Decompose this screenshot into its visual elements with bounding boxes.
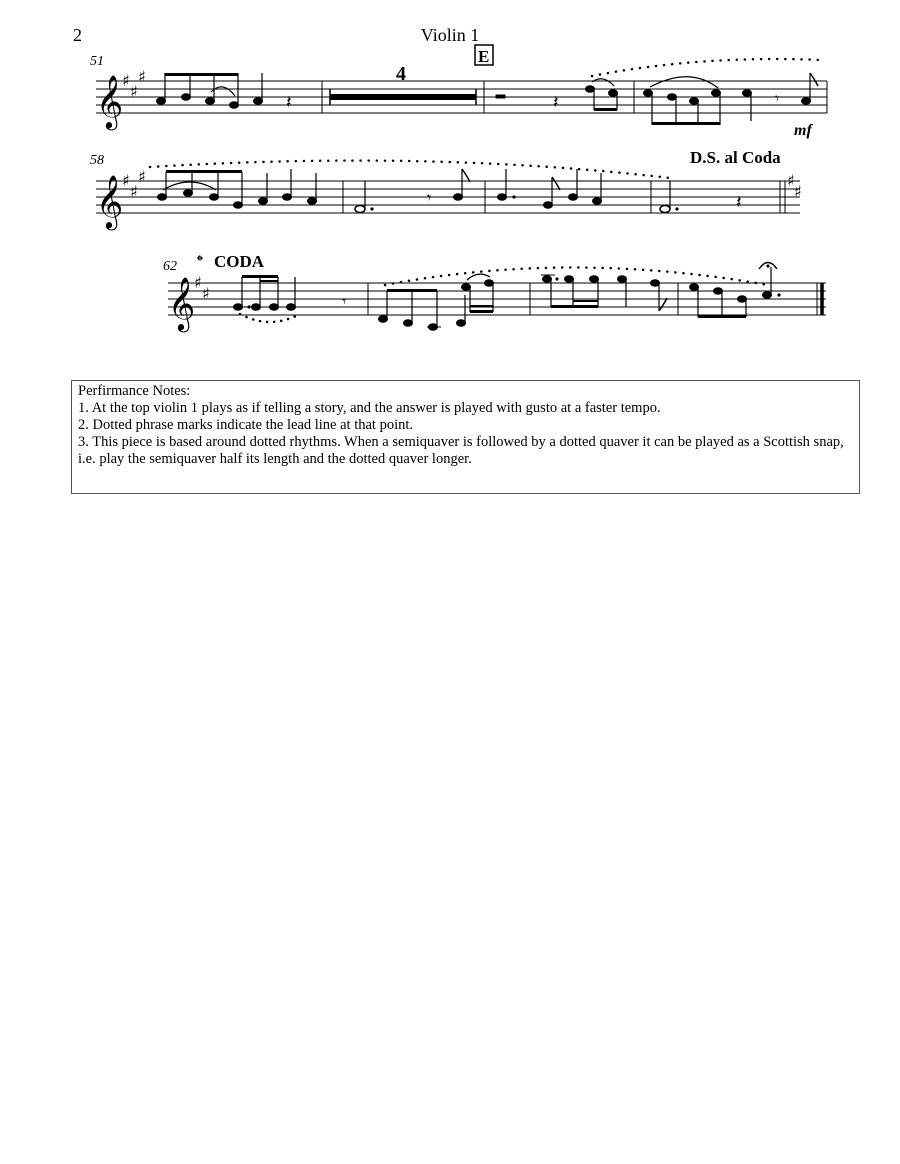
measure-62-notes	[234, 275, 347, 311]
svg-text:𝄾: 𝄾	[342, 292, 347, 311]
measure-number-58: 58	[90, 153, 104, 168]
measure-64-notes	[541, 275, 667, 311]
staff-lines	[168, 283, 826, 315]
system-2	[90, 148, 802, 230]
system-1	[90, 45, 827, 139]
svg-text:𝄽: 𝄽	[286, 92, 292, 113]
dotted-phrase-mark	[592, 59, 822, 76]
svg-text:♯: ♯	[794, 182, 802, 201]
treble-clef-icon: 𝄞	[96, 74, 124, 128]
coda-icon: 𝄌	[197, 252, 203, 272]
dotted-phrase-mark	[385, 268, 768, 286]
svg-text:♯: ♯	[122, 171, 130, 190]
dynamic-mf: mf	[794, 122, 812, 139]
svg-text:♯: ♯	[787, 171, 795, 190]
svg-text:𝄽: 𝄽	[736, 192, 742, 213]
key-signature-sharps	[122, 167, 146, 201]
svg-text:𝄽: 𝄽	[553, 92, 559, 113]
rehearsal-mark	[475, 45, 493, 66]
svg-text:𝄾: 𝄾	[427, 188, 432, 207]
treble-clef-icon: 𝄞	[96, 174, 124, 228]
performance-notes-box	[71, 380, 860, 494]
svg-text:♯: ♯	[194, 273, 202, 292]
key-signature-sharps	[122, 67, 146, 101]
coda-label: CODA	[214, 252, 265, 271]
measure-number-62: 62	[163, 259, 177, 274]
svg-text:♯: ♯	[122, 71, 130, 90]
svg-text:𝄾: 𝄾	[775, 89, 780, 108]
svg-text:♯: ♯	[202, 284, 210, 303]
performance-notes-title: Perfirmance Notes:	[78, 383, 191, 399]
measure-65-notes	[690, 263, 781, 319]
page-number: 2	[73, 25, 82, 45]
svg-text:♯: ♯	[138, 67, 146, 86]
performance-note-3: 3. This piece is based around dotted rhythms. When a semiquaver is followed by a dotted quaver it can be played as a Scottish snap, i.e. play the semiquaver half its length and the dotted quaver longer.	[78, 434, 844, 467]
dotted-phrase-mark	[150, 161, 670, 178]
score	[0, 0, 900, 360]
multirest-count: 4	[396, 63, 406, 85]
multirest	[330, 63, 476, 105]
performance-note-2: 2. Dotted phrase marks indicate the lead line at that point.	[78, 417, 414, 433]
svg-text:♯: ♯	[138, 167, 146, 186]
staff-lines	[96, 181, 800, 213]
ds-al-coda-direction: D.S. al Coda	[690, 148, 781, 167]
measure-number-51: 51	[90, 54, 104, 69]
rehearsal-mark-letter: E	[478, 47, 490, 66]
performance-note-1: 1. At the top violin 1 plays as if telling a story, and the answer is played with gusto at a faster tempo.	[78, 400, 661, 416]
measure-59-notes	[355, 169, 470, 213]
svg-text:♯: ♯	[130, 82, 138, 101]
part-title: Violin 1	[420, 25, 480, 45]
svg-text:♯: ♯	[130, 182, 138, 201]
measure-51-notes	[157, 73, 292, 113]
system-3-coda	[163, 252, 826, 332]
treble-clef-icon: 𝄞	[168, 276, 196, 330]
measure-56-notes	[496, 79, 618, 113]
